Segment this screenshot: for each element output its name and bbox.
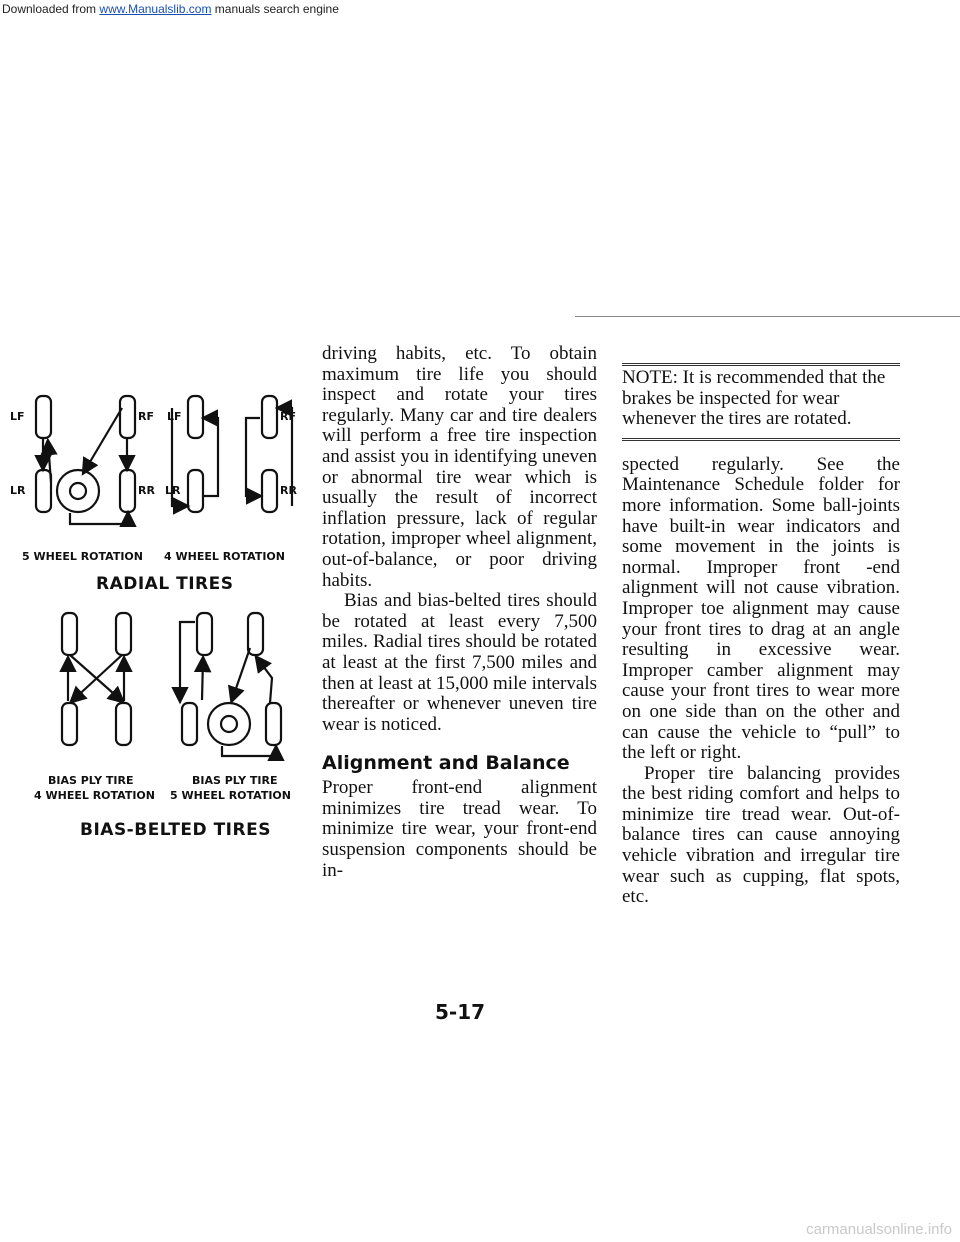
lr-tire-icon — [36, 470, 51, 512]
caption-bias-ply-left: BIAS PLY TIRE — [48, 774, 134, 787]
paragraph-tire-balancing: Proper tire balancing provides the best riding comfort and helps to minimize tire tread wear. Out-of-balance tires can cause annoying vehicle vibration and irregular tire wear such as cupping, flat spots, etc. — [622, 762, 900, 908]
lf-tire-icon — [36, 396, 51, 438]
paragraph-suspension-inspection: spected regularly. See the Maintenance Schedule folder for more information. Some ball-joints have built-in wear indicators and some movement in the joints is normal. Improper front -end alignment will not cause vibration. Improper toe alignment may cause your front tires to drag at an angle resulting in excessive wear. Improper camber alignment may cause your front tires to wear more on one side than on the other and can cause the vehicle to “pull” to the left or right. — [622, 453, 900, 764]
top-rule — [575, 316, 960, 317]
label-lf-4wheel: LF — [167, 410, 182, 423]
caption-radial-4-wheel: 4 WHEEL ROTATION — [164, 550, 285, 563]
paragraph-front-end-alignment: Proper front-end alignment minimizes tire tread wear. To minimize tire wear, your front-end suspension components should be in- — [322, 777, 597, 881]
banner-prefix: Downloaded from — [2, 2, 97, 16]
banner-suffix: manuals search engine — [214, 2, 339, 16]
label-lr-4wheel: LR — [165, 484, 181, 497]
note-box — [622, 363, 900, 441]
rr-tire-icon — [120, 470, 135, 512]
label-rf-4wheel: RF — [280, 410, 296, 423]
caption-bias-5-wheel: 5 WHEEL ROTATION — [170, 789, 291, 802]
caption-bias-ply-right: BIAS PLY TIRE — [192, 774, 278, 787]
paragraph-tire-life: driving habits, etc. To obtain maximum tire life you should inspect and rotate your tires regularly. Many car and tire dealers will perform a free tire inspection and assist you in identifying uneven or abnormal tire wear which is usually the result of incorrect inflation pressure, lack of regular rotation, improper wheel alignment, out-of-balance, or poor driving habits. — [322, 343, 597, 591]
manualslib-link[interactable]: www.Manualslib.com — [99, 2, 212, 16]
rf-tire-icon — [120, 396, 135, 438]
spare-tire-icon — [57, 470, 99, 512]
caption-bias-4-wheel: 4 WHEEL ROTATION — [34, 789, 155, 802]
right-text-column — [622, 363, 900, 908]
tire-rotation-diagrams — [10, 378, 305, 858]
bias-belted-tires-title: BIAS-BELTED TIRES — [80, 820, 271, 840]
watermark-logo: carmanualsonline.info — [806, 1221, 952, 1238]
label-lr: LR — [10, 484, 26, 497]
note-brakes: NOTE: It is recommended that the brakes be inspected for wear whenever the tires are rotated. — [622, 367, 886, 430]
heading-alignment-balance: Alignment and Balance — [322, 752, 570, 775]
label-rr: RR — [138, 484, 155, 497]
label-rf: RF — [138, 410, 154, 423]
paragraph-rotation-intervals: Bias and bias-belted tires should be rotated at least every 7,500 miles. Radial tires should be rotated at least at the first 7,500 miles and then at least at 15,000 mile intervals thereafter or whenever uneven tire wear is noticed. — [322, 590, 597, 735]
label-rr-4wheel: RR — [280, 484, 297, 497]
source-banner — [0, 2, 960, 16]
page-number: 5-17 — [435, 1000, 486, 1024]
label-lf: LF — [10, 410, 25, 423]
caption-radial-5-wheel: 5 WHEEL ROTATION — [22, 550, 143, 563]
middle-text-column — [322, 344, 597, 881]
radial-tires-title: RADIAL TIRES — [96, 574, 234, 594]
